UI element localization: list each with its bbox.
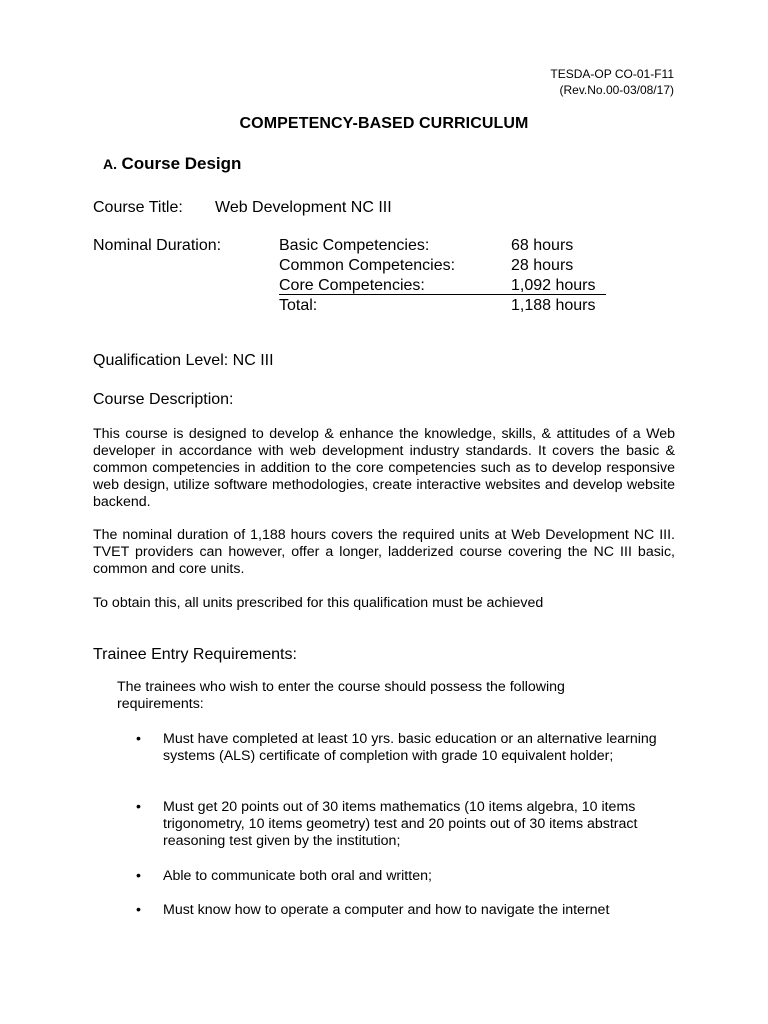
bullet-icon: • (136, 902, 141, 918)
duration-label: Total: (279, 297, 318, 314)
bullet-icon: • (136, 799, 141, 815)
duration-hours: 1,092 hours (511, 277, 596, 294)
duration-hours: 1,188 hours (511, 297, 596, 314)
course-title-value: Web Development NC III (215, 199, 392, 216)
duration-hours: 28 hours (511, 257, 574, 274)
course-description-label: Course Description: (93, 391, 234, 408)
section-heading (103, 152, 241, 177)
requirement-text: Must get 20 points out of 30 items mathematics (10 items algebra, 10 items trigonometry, 10 items geometry) test and 20 points out of 30 items abstract reasoning test given by the institution; (163, 799, 638, 849)
duration-row-basic (279, 236, 574, 256)
course-title-row (93, 198, 392, 218)
document-title: COMPETENCY-BASED CURRICULUM (239, 115, 529, 132)
qualification-level: Qualification Level: NC III (93, 352, 274, 369)
duration-row-core (279, 276, 596, 296)
duration-label: Core Competencies: (279, 277, 425, 294)
requirement-text: Must have completed at least 10 yrs. basic education or an alternative learning systems (ALS) certificate of completion with grade 10 equivalent holder; (163, 731, 657, 764)
section-title: Course Design (121, 154, 242, 173)
duration-label: Common Competencies: (279, 257, 456, 274)
description-paragraph: The nominal duration of 1,188 hours covers the required units at Web Development NC III. TVET providers can however, offer a longer, ladderized course covering the NC III basic, common and core units. (93, 527, 675, 577)
requirements-intro: The trainees who wish to enter the course should possess the following requirements: (117, 679, 565, 712)
duration-label: Basic Competencies: (279, 237, 430, 254)
revision-number: (Rev.No.00-03/08/17) (559, 83, 674, 97)
bullet-icon: • (136, 731, 141, 747)
nominal-duration-label: Nominal Duration: (93, 237, 222, 254)
requirement-text: Able to communicate both oral and written; (163, 868, 432, 884)
section-letter: A. (103, 156, 117, 172)
description-paragraph: This course is designed to develop & enhance the knowledge, skills, & attitudes of a Web developer in accordance with web development industry standards. It covers the basic & common competencies in addition to the core competencies such as to develop responsive web design, utilize software methodologies, create interactive websites and develop website backend. (93, 426, 675, 510)
course-title-label: Course Title: (93, 199, 183, 216)
form-code: TESDA-OP CO-01-F11 (550, 67, 674, 81)
duration-row-total (279, 296, 596, 316)
document-reference (550, 66, 674, 98)
duration-row-common (279, 256, 574, 276)
trainee-entry-requirements-label: Trainee Entry Requirements: (93, 646, 297, 663)
duration-hours: 68 hours (511, 237, 574, 254)
description-paragraph: To obtain this, all units prescribed for this qualification must be achieved (93, 595, 544, 611)
bullet-icon: • (136, 868, 141, 884)
requirement-text: Must know how to operate a computer and how to navigate the internet (163, 902, 610, 918)
total-divider-line (279, 294, 606, 295)
